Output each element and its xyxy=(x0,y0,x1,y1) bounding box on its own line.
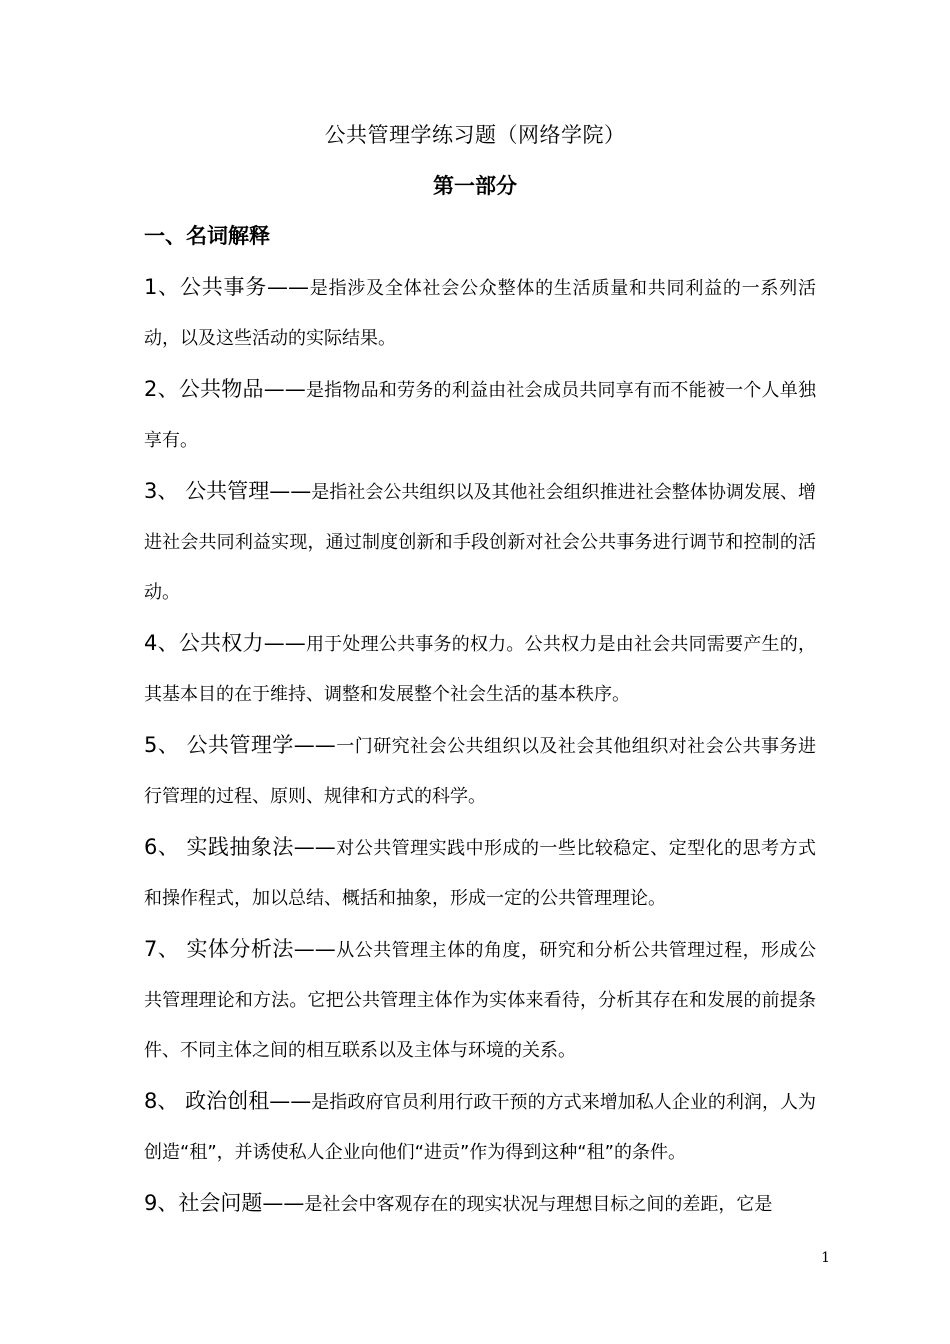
entry-definition: 用于处理公共事务的权力。公共权力是由社会共同需要产生的，其基本目的在于维持、调整和发展整个社会生活的基本秩序。 xyxy=(144,634,816,705)
section-heading: 一、名词解释 xyxy=(144,224,270,248)
definition-entry xyxy=(144,924,816,1076)
entry-term: 9、社会问题—— xyxy=(144,1191,305,1215)
definition-entry xyxy=(144,262,816,364)
entry-term: 1、公共事务—— xyxy=(144,275,310,299)
entry-term: 6、 实践抽象法—— xyxy=(144,835,336,859)
entry-term: 7、 实体分析法—— xyxy=(144,937,336,961)
entry-term: 8、 政治创租—— xyxy=(144,1089,312,1113)
entry-term: 3、 公共管理—— xyxy=(144,479,312,503)
entry-definition: 一门研究社会公共组织以及社会其他组织对社会公共事务进行管理的过程、原则、规律和方式的科学。 xyxy=(144,736,816,807)
entry-definition: 是指社会公共组织以及其他社会组织推进社会整体协调发展、增进社会共同利益实现，通过制度创新和手段创新对社会公共事务进行调节和控制的活动。 xyxy=(144,482,816,603)
entry-definition: 从公共管理主体的角度，研究和分析公共管理过程，形成公共管理理论和方法。它把公共管理主体作为实体来看待，分析其存在和发展的前提条件、不同主体之间的相互联系以及主体与环境的关系。 xyxy=(144,940,816,1061)
entry-term: 5、 公共管理学—— xyxy=(144,733,336,757)
entry-term: 4、公共权力—— xyxy=(144,631,306,655)
page-number: 1 xyxy=(821,1250,830,1266)
entry-definition: 是指物品和劳务的利益由社会成员共同享有而不能被一个人单独享有。 xyxy=(144,380,816,451)
entry-term: 2、公共物品—— xyxy=(144,377,306,401)
definition-entry xyxy=(144,1076,816,1178)
entry-definition: 是社会中客观存在的现实状况与理想目标之间的差距，它是 xyxy=(304,1194,773,1215)
entry-definition: 对公共管理实践中形成的一些比较稳定、定型化的思考方式和操作程式，加以总结、概括和抽象，形成一定的公共管理理论。 xyxy=(144,838,816,909)
part-heading: 第一部分 xyxy=(433,174,517,198)
definition-entry xyxy=(144,1178,816,1230)
definition-entry xyxy=(144,618,816,720)
document-title: 公共管理学练习题（网络学院） xyxy=(324,123,626,147)
definition-entry xyxy=(144,720,816,822)
definition-entry xyxy=(144,364,816,466)
entry-definition: 是指政府官员利用行政干预的方式来增加私人企业的利润，人为创造“租”，并诱使私人企业向他们“进贡”作为得到这种“租”的条件。 xyxy=(144,1092,816,1163)
definition-entry xyxy=(144,822,816,924)
definition-list xyxy=(144,262,816,1230)
entry-definition: 是指涉及全体社会公众整体的生活质量和共同利益的一系列活动，以及这些活动的实际结果。 xyxy=(144,278,816,349)
definition-entry xyxy=(144,466,816,618)
